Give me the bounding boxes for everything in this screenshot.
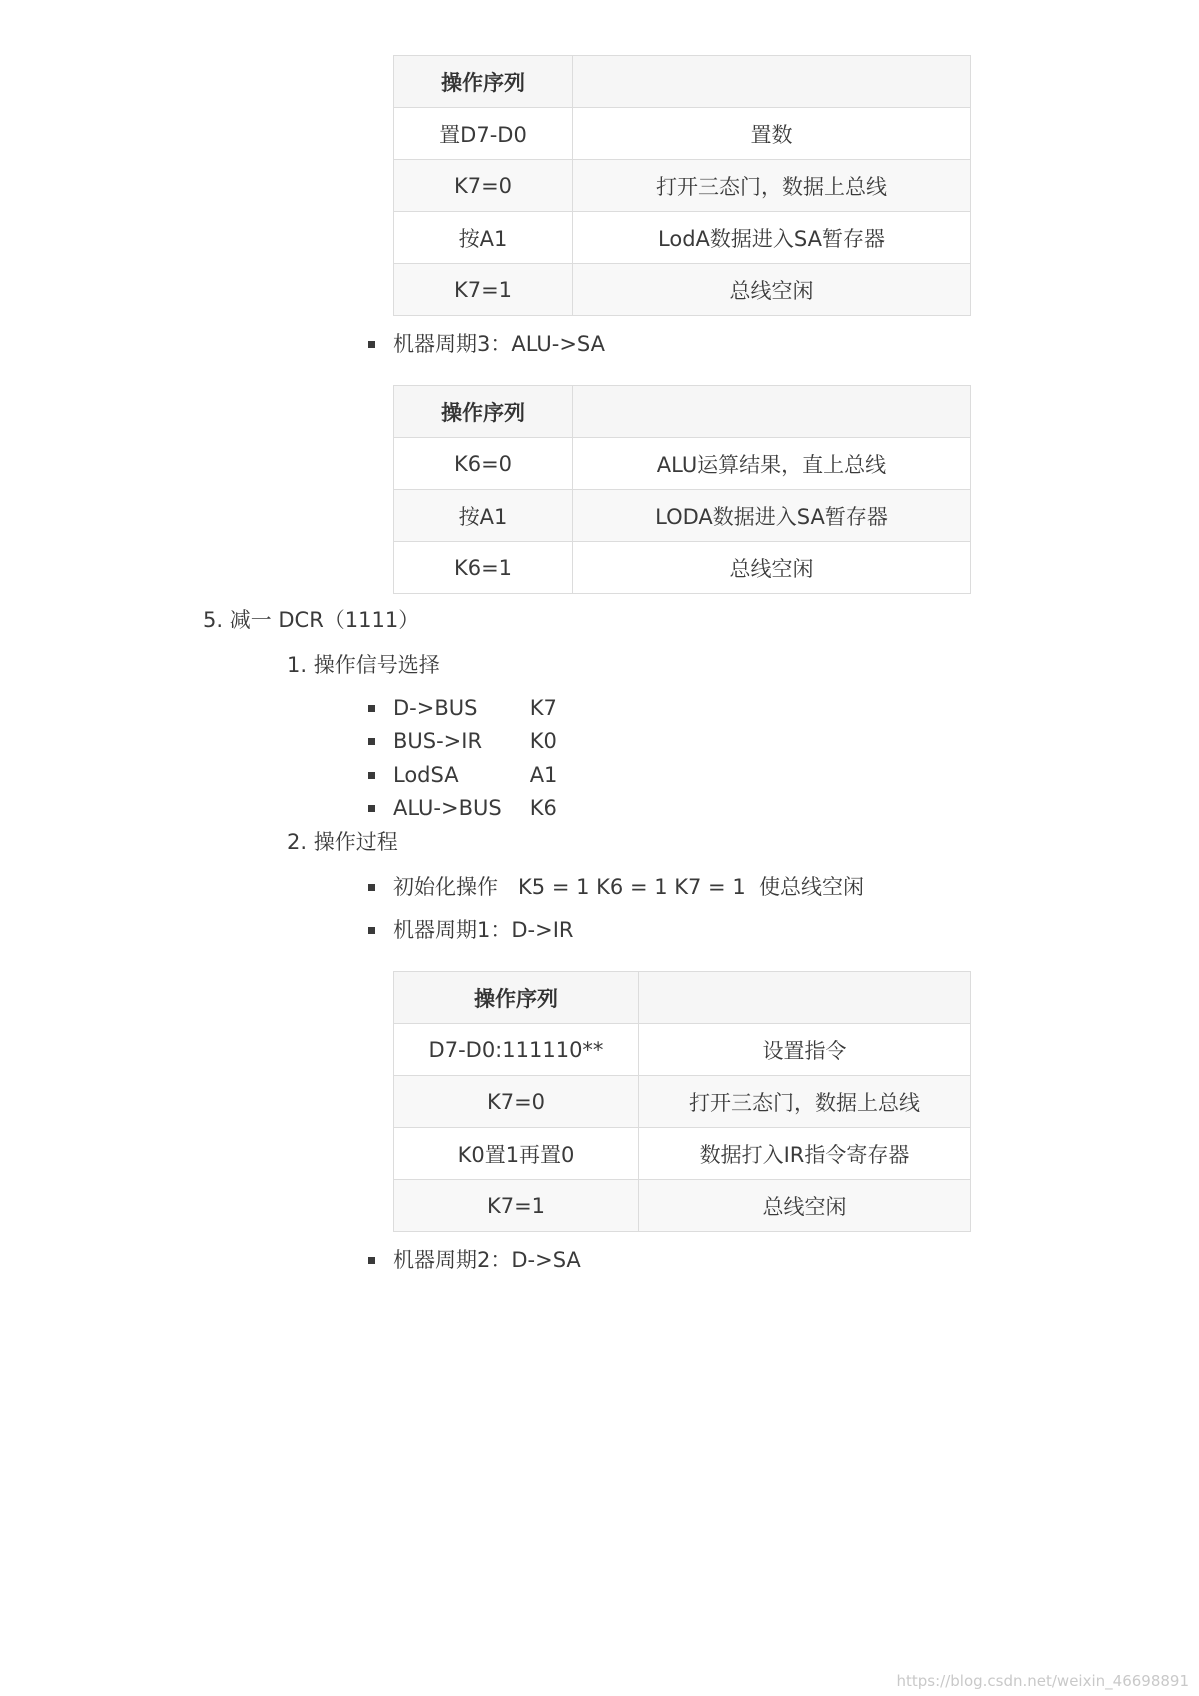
signal-name: BUS->IR xyxy=(393,729,483,753)
bullet-icon xyxy=(368,927,375,934)
table-row xyxy=(394,160,971,212)
table-cell-description: 总线空闲 xyxy=(573,542,971,594)
cycle-2-label: 机器周期2：D->SA xyxy=(393,1248,581,1272)
table-cell-description: 总线空闲 xyxy=(639,1180,971,1232)
table-cell-step: 按A1 xyxy=(394,490,573,542)
operation-table-2 xyxy=(393,385,971,594)
bullet-icon xyxy=(368,341,375,348)
table-row xyxy=(394,1180,971,1232)
table-cell-description: 设置指令 xyxy=(639,1024,971,1076)
table-header-description xyxy=(573,56,971,108)
table-row xyxy=(394,438,971,490)
table-cell-description: LodA数据进入SA暂存器 xyxy=(573,212,971,264)
table-header-sequence: 操作序列 xyxy=(394,56,573,108)
table-row xyxy=(394,1076,971,1128)
subsection-1-heading: 1. 操作信号选择 xyxy=(287,653,440,677)
table-cell-description: LODA数据进入SA暂存器 xyxy=(573,490,971,542)
bullet-icon xyxy=(368,705,375,712)
signal-key: A1 xyxy=(529,763,558,787)
table-row xyxy=(394,542,971,594)
table-cell-step: K7=1 xyxy=(394,264,573,316)
bullet-icon xyxy=(368,1257,375,1264)
table-cell-step: 置D7-D0 xyxy=(394,108,573,160)
bullet-icon xyxy=(368,738,375,745)
table-cell-step: K6=0 xyxy=(394,438,573,490)
watermark: https://blog.csdn.net/weixin_46698891 xyxy=(896,1672,1189,1690)
operation-table-3 xyxy=(393,971,971,1232)
table-cell-step: K7=1 xyxy=(394,1180,639,1232)
signal-name: ALU->BUS xyxy=(393,796,502,820)
table-cell-description: 数据打入IR指令寄存器 xyxy=(639,1128,971,1180)
table-cell-description: 总线空闲 xyxy=(573,264,971,316)
operation-table-1 xyxy=(393,55,971,316)
table-cell-description: 打开三态门，数据上总线 xyxy=(639,1076,971,1128)
table-cell-description: ALU运算结果，直上总线 xyxy=(573,438,971,490)
init-operation-text: 初始化操作 K5 = 1 K6 = 1 K7 = 1 使总线空闲 xyxy=(393,875,865,899)
table-cell-step: K6=1 xyxy=(394,542,573,594)
table-cell-step: K7=0 xyxy=(394,160,573,212)
table-row xyxy=(394,1128,971,1180)
bullet-icon xyxy=(368,805,375,812)
table-row xyxy=(394,490,971,542)
table-cell-description: 置数 xyxy=(573,108,971,160)
table-row xyxy=(394,212,971,264)
table-cell-step: D7-D0:111110** xyxy=(394,1024,639,1076)
table-cell-step: 按A1 xyxy=(394,212,573,264)
signal-key: K0 xyxy=(529,729,557,753)
table-row xyxy=(394,108,971,160)
cycle-3-label: 机器周期3：ALU->SA xyxy=(393,332,606,356)
signal-name: LodSA xyxy=(393,763,459,787)
table-cell-step: K0置1再置0 xyxy=(394,1128,639,1180)
table-header-description xyxy=(639,972,971,1024)
section-5-heading: 5. 减一 DCR（1111） xyxy=(203,608,420,632)
bullet-icon xyxy=(368,884,375,891)
table-header-sequence: 操作序列 xyxy=(394,386,573,438)
table-header-description xyxy=(573,386,971,438)
signal-name: D->BUS xyxy=(393,696,478,720)
table-cell-description: 打开三态门，数据上总线 xyxy=(573,160,971,212)
bullet-icon xyxy=(368,772,375,779)
table-header-sequence: 操作序列 xyxy=(394,972,639,1024)
cycle-1-label: 机器周期1：D->IR xyxy=(393,918,574,942)
signal-key: K7 xyxy=(529,696,557,720)
signal-key: K6 xyxy=(529,796,557,820)
table-cell-step: K7=0 xyxy=(394,1076,639,1128)
subsection-2-heading: 2. 操作过程 xyxy=(287,830,398,854)
table-row xyxy=(394,264,971,316)
table-row xyxy=(394,1024,971,1076)
